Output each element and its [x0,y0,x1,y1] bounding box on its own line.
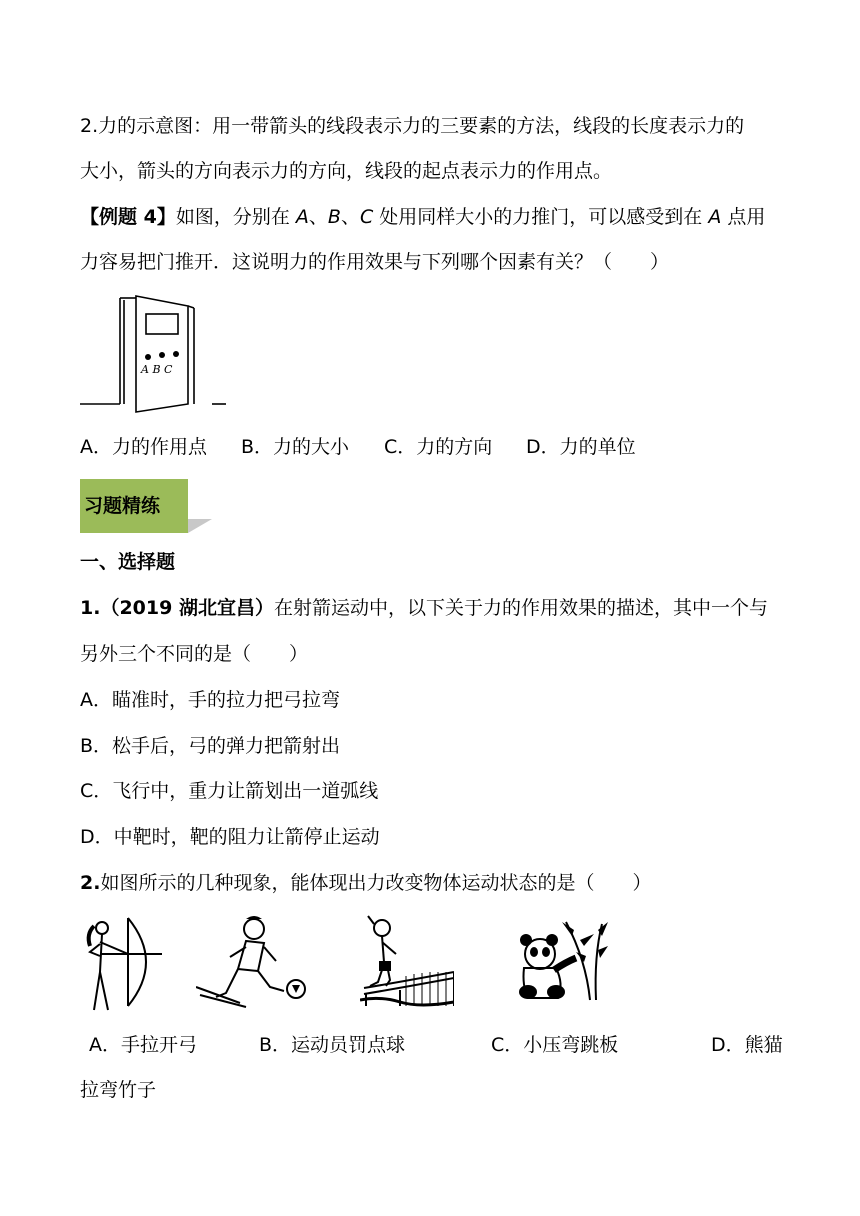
example4-tag: 【例题 4】 [80,206,176,228]
point-b-label: B [327,206,341,228]
q1-option-a: A．瞄准时，手的拉力把弓拉弯 [80,689,340,711]
q1-option-d: D．中靶时，靶的阻力让箭停止运动 [80,826,380,848]
separator: 、 [340,206,360,228]
section-banner: 习题精练 [80,479,188,533]
archer-figure [80,912,164,1012]
q1-line-2: 另外三个不同的是（ ） [80,643,309,665]
q2-option-d-wrap: 拉弯竹子 [80,1079,157,1101]
q1-source: （2019 湖北宜昌） [100,597,274,619]
example4-question-line-1 [80,203,765,231]
q2-option-d: D．熊猫 [711,1034,783,1056]
example4-option-c: C．力的方向 [384,436,493,458]
panda-bamboo-figure [514,916,610,1002]
q2-option-b: B．运动员罚点球 [259,1034,406,1056]
soccer-player-figure [196,913,308,1009]
q2-text: 如图所示的几种现象，能体现出力改变物体运动状态的是（ ） [100,872,652,894]
q1-option-b: B．松手后，弓的弹力把箭射出 [80,735,341,757]
diving-board-figure [360,914,454,1010]
q2-line-1 [80,869,651,897]
example4-text: 处用同样大小的力推门，可以感受到在 [373,206,709,228]
q1-number: 1. [80,597,101,619]
section-heading: 一、选择题 [80,551,176,573]
example4-question-line-2: 力容易把门推开．这说明力的作用效果与下列哪个因素有关？（ ） [80,251,670,273]
example4-option-d: D．力的单位 [526,436,636,458]
intro-line-1: 2.力的示意图：用一带箭头的线段表示力的三要素的方法，线段的长度表示力的 [80,115,745,137]
point-a-label: A [295,206,309,228]
intro-line-2: 大小，箭头的方向表示力的方向，线段的起点表示力的作用点。 [80,160,613,182]
q1-text: 在射箭运动中，以下关于力的作用效果的描述，其中一个与 [273,597,768,619]
q2-option-c: C．小压弯跳板 [491,1034,619,1056]
q2-option-a: A．手拉开弓 [89,1034,197,1056]
example4-option-b: B．力的大小 [241,436,350,458]
point-c-label: C [359,206,374,228]
q1-line-1 [80,594,768,622]
q2-number: 2. [80,872,101,894]
door-figure [80,292,230,416]
example4-option-a: A．力的作用点 [80,436,207,458]
door-point-labels: A B C [141,363,173,376]
separator: 、 [308,206,328,228]
point-a-label: A [708,206,722,228]
example4-text: 如图，分别在 [175,206,296,228]
example4-text: 点用 [721,206,766,228]
q1-option-c: C．飞行中，重力让箭划出一道弧线 [80,780,379,802]
